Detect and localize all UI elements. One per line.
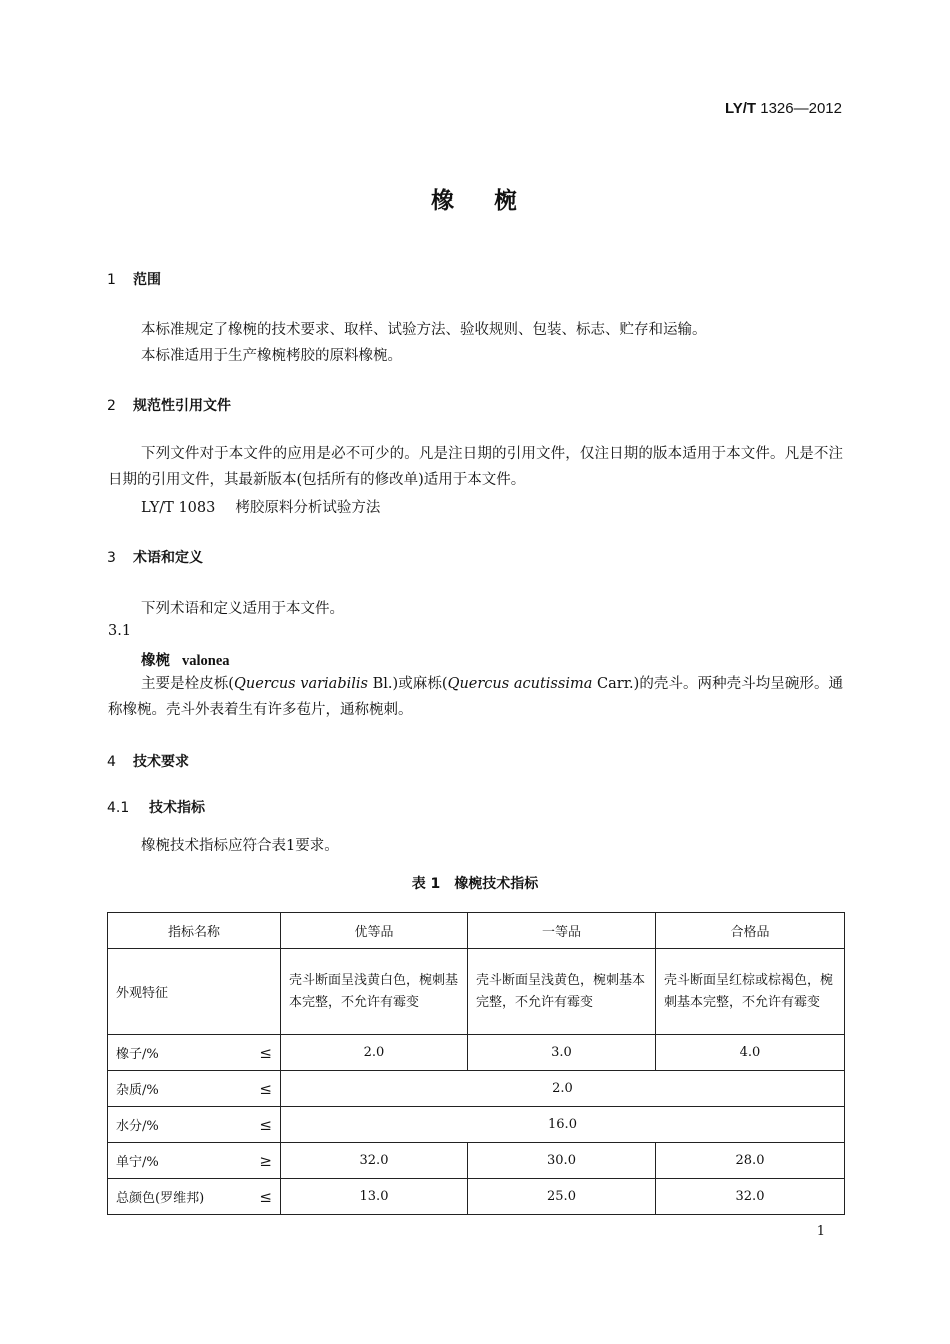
- section-2-heading: [107, 395, 231, 415]
- section-number: 2: [107, 398, 116, 414]
- value-first: 3.0: [468, 1035, 656, 1071]
- value-qualified: 28.0: [656, 1143, 845, 1179]
- row-name-cell: [108, 1143, 281, 1179]
- row-name-cell: [108, 1035, 281, 1071]
- section-2-paragraph: 下列文件对于本文件的应用是必不可少的。凡是注日期的引用文件，仅注日期的版本适用于本文件。凡是不注日期的引用文件，其最新版本(包括所有的修改单)适用于本文件。: [108, 446, 843, 488]
- title-char-1: 橡: [431, 188, 456, 214]
- section-title: 规范性引用文件: [133, 398, 231, 414]
- comparison-symbol: ≥: [259, 1151, 272, 1170]
- row-name-cell: [108, 1071, 281, 1107]
- header-premium-grade: 优等品: [281, 913, 468, 949]
- section-number: 4: [107, 754, 116, 770]
- value-qualified: 4.0: [656, 1035, 845, 1071]
- section-title: 范围: [133, 272, 161, 288]
- row-name: 水分/%: [116, 1119, 159, 1134]
- standard-number: 1326—2012: [760, 100, 842, 117]
- row-name: 橡子/%: [116, 1047, 159, 1062]
- value-all-grades: 2.0: [281, 1071, 845, 1107]
- species-name-1: Quercus variabilis: [233, 676, 368, 692]
- value-premium: 32.0: [281, 1143, 468, 1179]
- section-4-heading: [107, 751, 189, 771]
- row-name: 单宁/%: [116, 1155, 159, 1170]
- reference-title: 栲胶原料分析试验方法: [235, 500, 381, 516]
- subsection-title: 技术指标: [149, 800, 205, 816]
- section-1-heading: [107, 269, 161, 289]
- table-row: [108, 1071, 845, 1107]
- term-definition: [108, 671, 843, 723]
- section-4-paragraph: 橡椀技术指标应符合表1要求。: [141, 838, 339, 854]
- row-name: 总颜色(罗维邦): [116, 1191, 205, 1206]
- value-qualified: 32.0: [656, 1179, 845, 1215]
- page-title: [0, 182, 950, 215]
- subsection-number: 4.1: [107, 800, 130, 816]
- row-name-cell: [108, 1107, 281, 1143]
- comparison-symbol: ≤: [259, 1115, 272, 1134]
- section-number: 1: [107, 272, 116, 288]
- table-row: [108, 949, 845, 1035]
- row-name: 外观特征: [108, 949, 281, 1035]
- page-number: 1: [816, 1224, 825, 1239]
- definition-part-a: 主要是栓皮栎(: [141, 676, 234, 692]
- standard-code: [725, 100, 842, 117]
- definition-part-b: Bl.)或麻栎(: [367, 676, 448, 692]
- section-3-heading: [107, 547, 203, 567]
- term-entry: [141, 649, 230, 670]
- reference-code: LY/T 1083: [141, 500, 216, 516]
- table-header-row: [108, 913, 845, 949]
- section-title: 技术要求: [133, 754, 189, 770]
- section-title: 术语和定义: [133, 550, 203, 566]
- table-row: [108, 1035, 845, 1071]
- section-1-paragraph-2: 本标准适用于生产橡椀栲胶的原料橡椀。: [141, 348, 402, 364]
- section-3-paragraph: 下列术语和定义适用于本文件。: [141, 601, 344, 617]
- header-first-grade: 一等品: [468, 913, 656, 949]
- header-index-name: 指标名称: [108, 913, 281, 949]
- appearance-premium: 壳斗断面呈浅黄白色，椀刺基本完整，不允许有霉变: [281, 949, 468, 1035]
- table-row: [108, 1143, 845, 1179]
- row-name: 杂质/%: [116, 1083, 159, 1098]
- term-chinese: 橡椀: [141, 652, 170, 669]
- value-all-grades: 16.0: [281, 1107, 845, 1143]
- subsection-4-1-heading: [107, 797, 205, 817]
- table-row: [108, 1179, 845, 1215]
- comparison-symbol: ≤: [259, 1043, 272, 1062]
- section-number: 3: [107, 550, 116, 566]
- appearance-first: 壳斗断面呈浅黄色，椀刺基本完整，不允许有霉变: [468, 949, 656, 1035]
- header-qualified-grade: 合格品: [656, 913, 845, 949]
- value-premium: 13.0: [281, 1179, 468, 1215]
- value-first: 25.0: [468, 1179, 656, 1215]
- section-1-paragraph-1: 本标准规定了橡椀的技术要求、取样、试验方法、验收规则、包装、标志、贮存和运输。: [141, 322, 707, 338]
- table-caption: [0, 873, 950, 893]
- table-label: 表 1: [411, 876, 441, 892]
- comparison-symbol: ≤: [259, 1079, 272, 1098]
- term-number: 3.1: [108, 623, 132, 639]
- value-premium: 2.0: [281, 1035, 468, 1071]
- value-first: 30.0: [468, 1143, 656, 1179]
- table-title: 橡椀技术指标: [454, 876, 539, 892]
- standard-prefix: LY/T: [724, 100, 757, 117]
- comparison-symbol: ≤: [259, 1187, 272, 1206]
- appearance-qualified: 壳斗断面呈红棕或棕褐色，椀刺基本完整，不允许有霉变: [656, 949, 845, 1035]
- row-name-cell: [108, 1179, 281, 1215]
- definition-part-c: Carr.)的壳斗。两种壳斗均呈碗形。通称橡椀。壳斗外表着生有许多苞片，通称椀刺。: [108, 676, 844, 718]
- title-char-2: 椀: [494, 188, 519, 214]
- technical-index-table: [107, 912, 845, 1215]
- term-english: valonea: [182, 653, 230, 669]
- normative-reference: [141, 496, 380, 517]
- table-row: [108, 1107, 845, 1143]
- species-name-2: Quercus acutissima: [447, 676, 593, 692]
